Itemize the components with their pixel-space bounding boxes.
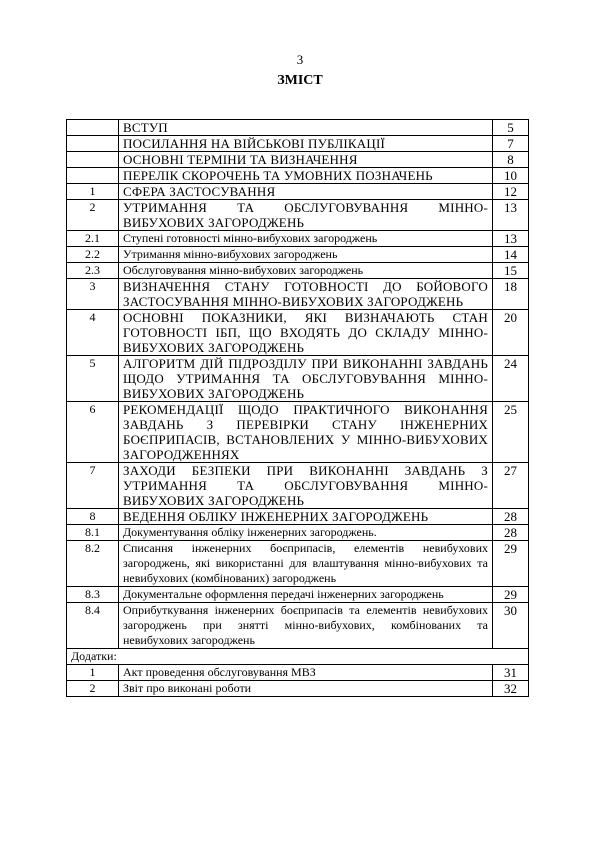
toc-row-number <box>67 152 119 168</box>
toc-row-title: Документування обліку інженерних загороджень. <box>119 525 493 541</box>
toc-row-number: 2 <box>67 681 119 697</box>
toc-row <box>67 402 529 463</box>
page-number: 3 <box>296 52 304 67</box>
toc-row-number: 1 <box>67 665 119 681</box>
toc-row-number: 3 <box>67 279 119 310</box>
toc-row-page: 13 <box>493 200 529 231</box>
toc-row-number: 2 <box>67 200 119 231</box>
toc-row-title: АЛГОРИТМ ДІЙ ПІДРОЗДІЛУ ПРИ ВИКОНАННІ ЗАВДАНЬ ЩОДО УТРИМАННЯ ТА ОБСЛУГОВУВАННЯ МІННО-ВИБУХОВИХ ЗАГОРОДЖЕНЬ <box>119 356 493 402</box>
toc-row-number: 8.3 <box>67 587 119 603</box>
toc-row-page: 7 <box>493 136 529 152</box>
toc-row-number: 2.2 <box>67 247 119 263</box>
toc-row-page: 30 <box>493 603 529 649</box>
toc-row-number: 7 <box>67 463 119 509</box>
toc-row-page: 29 <box>493 587 529 603</box>
toc-row-page: 5 <box>493 120 529 136</box>
toc-row <box>67 587 529 603</box>
toc-row-title: УТРИМАННЯ ТА ОБСЛУГОВУВАННЯ МІННО-ВИБУХОВИХ ЗАГОРОДЖЕНЬ <box>119 200 493 231</box>
toc-row-page: 28 <box>493 509 529 525</box>
toc-row-page: 10 <box>493 168 529 184</box>
toc-row <box>67 463 529 509</box>
toc-row <box>67 509 529 525</box>
toc-row-title: ЗАХОДИ БЕЗПЕКИ ПРИ ВИКОНАННІ ЗАВДАНЬ З УТРИМАННЯ ТА ОБСЛУГОВУВАННЯ МІННО-ВИБУХОВИХ ЗАГОРОДЖЕНЬ <box>119 463 493 509</box>
toc-row-number: 8 <box>67 509 119 525</box>
toc-row-title: Списання інженерних боєприпасів, елементів невибухових загороджень, які використанні для влаштування мінно-вибухових та невибухових (комбінованих) загороджень <box>119 541 493 587</box>
toc-row-number: 2.1 <box>67 231 119 247</box>
toc-row <box>67 152 529 168</box>
page-title: ЗМІСТ <box>277 73 323 88</box>
toc-table <box>66 119 529 697</box>
toc-row-page: 31 <box>493 665 529 681</box>
toc-row-number <box>67 168 119 184</box>
toc-row <box>67 136 529 152</box>
toc-row <box>67 356 529 402</box>
toc-row-title: Утримання мінно-вибухових загороджень <box>119 247 493 263</box>
toc-row-title: ПОСИЛАННЯ НА ВІЙСЬКОВІ ПУБЛІКАЦІЇ <box>119 136 493 152</box>
toc-row-title: ОСНОВНІ ТЕРМІНИ ТА ВИЗНАЧЕННЯ <box>119 152 493 168</box>
toc-row-number: 8.4 <box>67 603 119 649</box>
toc-row-page: 14 <box>493 247 529 263</box>
toc-row-title: Документальне оформлення передачі інженерних загороджень <box>119 587 493 603</box>
toc-row-page: 15 <box>493 263 529 279</box>
toc-row-page: 12 <box>493 184 529 200</box>
toc-row-number: 8.2 <box>67 541 119 587</box>
toc-row-page: 13 <box>493 231 529 247</box>
appendix-row <box>67 649 529 665</box>
toc-row-title: Оприбуткування інженерних боєприпасів та елементів невибухових загороджень при знятті мінно-вибухових, комбінованих та невибухових загороджень <box>119 603 493 649</box>
toc-row-title: Акт проведення обслуговування МВЗ <box>119 665 493 681</box>
toc-row-number: 5 <box>67 356 119 402</box>
toc-row-number: 4 <box>67 310 119 356</box>
toc-row <box>67 665 529 681</box>
toc-row <box>67 200 529 231</box>
toc-row-number <box>67 120 119 136</box>
toc-row-page: 28 <box>493 525 529 541</box>
toc-row-page: 20 <box>493 310 529 356</box>
toc-row-page: 18 <box>493 279 529 310</box>
toc-row-page: 25 <box>493 402 529 463</box>
toc-row-number: 8.1 <box>67 525 119 541</box>
appendix-label: Додатки: <box>67 649 529 665</box>
toc-row-title: СФЕРА ЗАСТОСУВАННЯ <box>119 184 493 200</box>
toc-row <box>67 310 529 356</box>
toc-row <box>67 184 529 200</box>
toc-row-title: ПЕРЕЛІК СКОРОЧЕНЬ ТА УМОВНИХ ПОЗНАЧЕНЬ <box>119 168 493 184</box>
toc-row <box>67 263 529 279</box>
toc-row-title: ВИЗНАЧЕННЯ СТАНУ ГОТОВНОСТІ ДО БОЙОВОГО ЗАСТОСУВАННЯ МІННО-ВИБУХОВИХ ЗАГОРОДЖЕНЬ <box>119 279 493 310</box>
toc-row-title: ОСНОВНІ ПОКАЗНИКИ, ЯКІ ВИЗНАЧАЮТЬ СТАН ГОТОВНОСТІ ІБП, ЩО ВХОДЯТЬ ДО СКЛАДУ МІННО-ВИБУХОВИХ ЗАГОРОДЖЕНЬ <box>119 310 493 356</box>
toc-row-title: ВЕДЕННЯ ОБЛІКУ ІНЖЕНЕРНИХ ЗАГОРОДЖЕНЬ <box>119 509 493 525</box>
toc-row-number: 6 <box>67 402 119 463</box>
toc-row-page: 24 <box>493 356 529 402</box>
toc-row-title: Ступені готовності мінно-вибухових загороджень <box>119 231 493 247</box>
toc-row-page: 27 <box>493 463 529 509</box>
toc-row <box>67 525 529 541</box>
toc-row <box>67 681 529 697</box>
toc-row-page: 8 <box>493 152 529 168</box>
toc-row-page: 29 <box>493 541 529 587</box>
toc-row <box>67 247 529 263</box>
toc-row <box>67 168 529 184</box>
toc-row-page: 32 <box>493 681 529 697</box>
toc-row-number: 1 <box>67 184 119 200</box>
toc-row <box>67 541 529 587</box>
toc-row-title: Звіт про виконані роботи <box>119 681 493 697</box>
toc-row <box>67 231 529 247</box>
toc-row-number <box>67 136 119 152</box>
toc-row <box>67 603 529 649</box>
toc-row-title: РЕКОМЕНДАЦІЇ ЩОДО ПРАКТИЧНОГО ВИКОНАННЯ ЗАВДАНЬ З ПЕРЕВІРКИ СТАНУ ІНЖЕНЕРНИХ БОЄПРИПАСІВ, ВСТАНОВЛЕНИХ У МІННО-ВИБУХОВИХ ЗАГОРОДЖЕННЯХ <box>119 402 493 463</box>
toc-row-title: Обслуговування мінно-вибухових загороджень <box>119 263 493 279</box>
toc-row <box>67 120 529 136</box>
toc-row-title: ВСТУП <box>119 120 493 136</box>
toc-row-number: 2.3 <box>67 263 119 279</box>
toc-row <box>67 279 529 310</box>
